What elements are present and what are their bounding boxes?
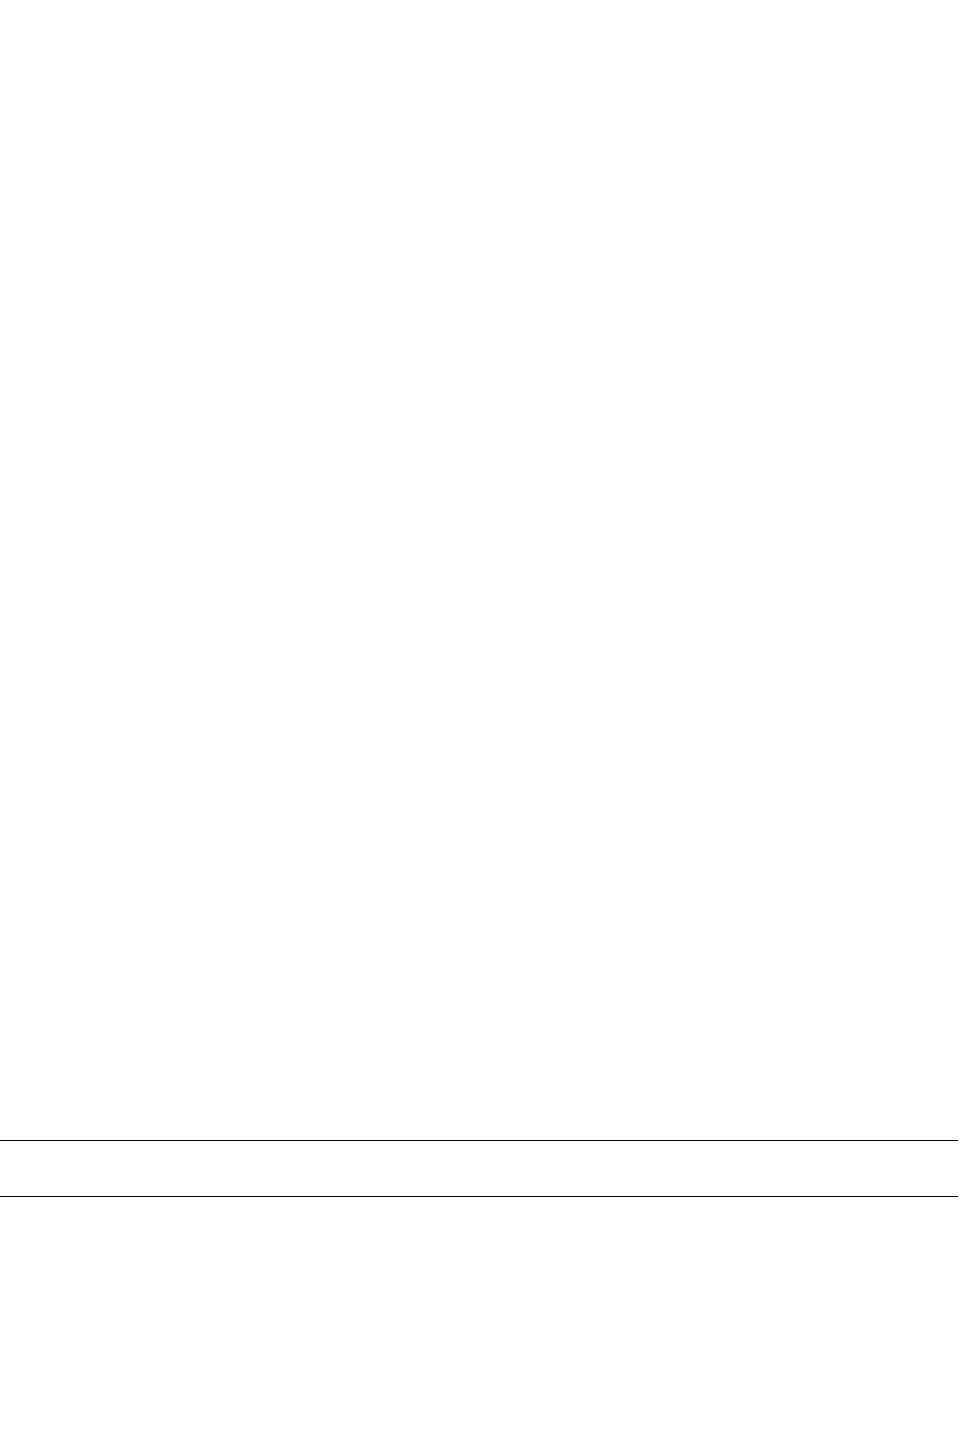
k4-underline [0, 1196, 958, 1197]
k4-heading [4, 309, 9, 337]
table-header [0, 336, 960, 398]
sum-row [0, 1141, 960, 1171]
